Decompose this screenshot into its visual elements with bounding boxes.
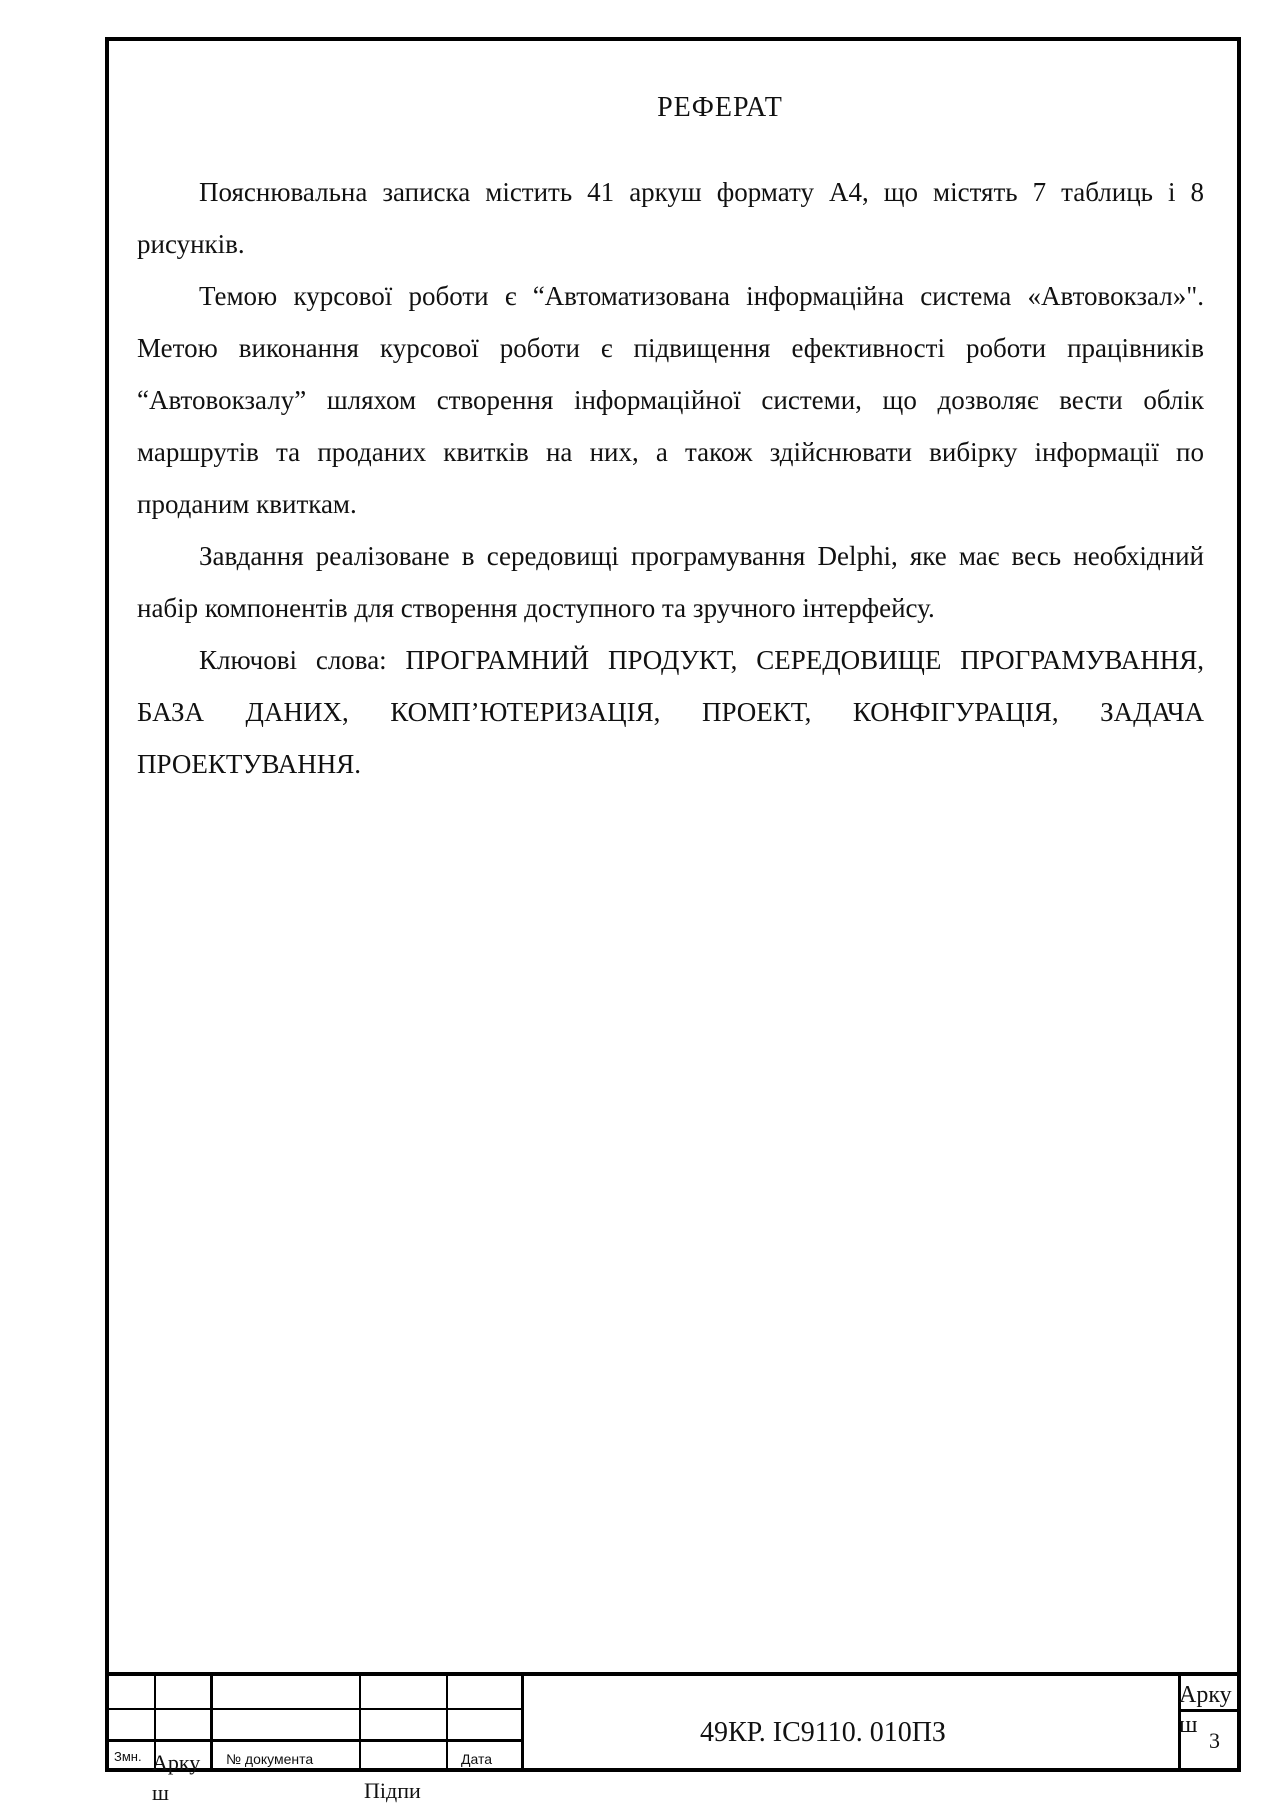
col-label-zmn: Змн. <box>114 1749 142 1764</box>
paragraph-summary: Пояснювальна записка містить 41 аркуш формату А4, що містять 7 таблиць і 8 рисунків. <box>137 177 1204 259</box>
sheet-label: Арку ш <box>1179 1682 1232 1738</box>
page-title: РЕФЕРАТ <box>657 92 783 123</box>
stamp-col-line-5 <box>521 1672 524 1772</box>
col-label-doc-no: № документа <box>226 1751 314 1767</box>
col-label-arkush: Арку ш <box>152 1750 201 1805</box>
stamp-top-line <box>105 1672 1241 1676</box>
col-label-data: Дата <box>461 1751 493 1767</box>
col-label-pidpys: Підпи <box>364 1778 421 1803</box>
abstract-body <box>137 166 1204 790</box>
paragraph-implementation: Завдання реалізоване в середовищі програмування Delphi, яке має весь необхідний набір компонентів для створення доступного та зручного інтерфейсу. <box>137 541 1204 623</box>
sheet-number: 3 <box>1209 1728 1220 1753</box>
document-code: 49КР. ІС9110. 010ПЗ <box>700 1717 946 1748</box>
stamp-col-line-4 <box>446 1672 448 1772</box>
stamp-col-line-3 <box>359 1672 361 1772</box>
paragraph-topic: Темою курсової роботи є “Автоматизована інформаційна система «Автовокзал»". Метою виконання курсової роботи є підвищення ефективності роботи працівників “Автовокзалу” шляхом створення інформаційної системи, що дозволяє вести облік маршрутів та проданих квитків на них, а також здійснювати вибірку інформації по проданим квиткам. <box>137 281 1204 519</box>
stamp-row-line-2 <box>105 1739 523 1742</box>
stamp-row-line-1 <box>105 1708 523 1710</box>
paragraph-keywords: Ключові слова: ПРОГРАМНИЙ ПРОДУКТ, СЕРЕДОВИЩЕ ПРОГРАМУВАННЯ, БАЗА ДАНИХ, КОМП’ЮТЕРИЗАЦІЯ, ПРОЕКТ, КОНФІГУРАЦІЯ, ЗАДАЧА ПРОЕКТУВАННЯ. <box>137 645 1204 779</box>
